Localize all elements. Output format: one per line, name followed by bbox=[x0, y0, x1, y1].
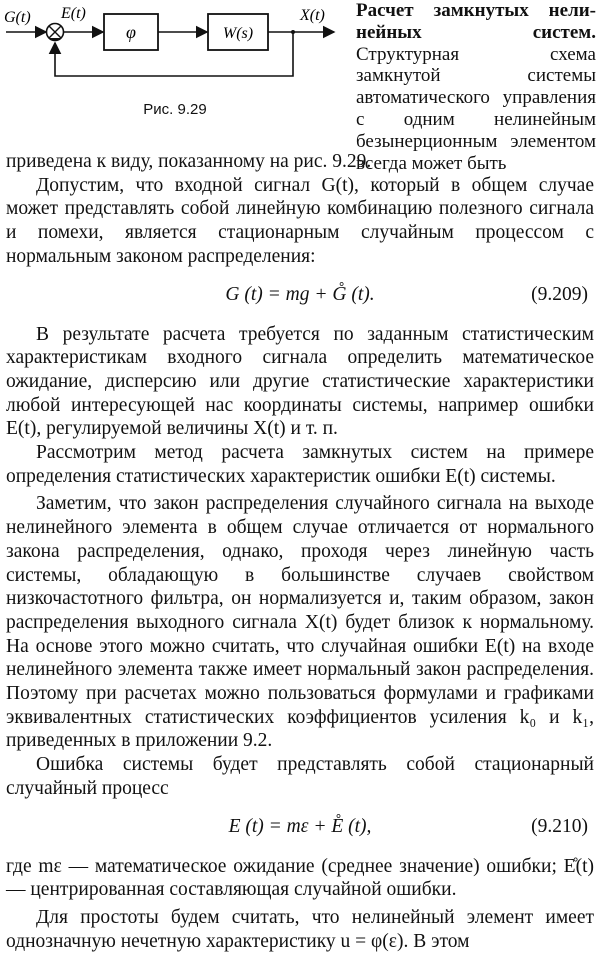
intro-text bbox=[356, 0, 596, 174]
paragraph-1: Допустим, что входной сигнал G(t), который в общем случае может представлять собой линейную комбинацию полезного сигнала и помехи, является стационарным случайным процессом с нормальным законом распределения: bbox=[6, 174, 594, 267]
equation-2-number: (9.210) bbox=[531, 815, 588, 837]
label-block1: φ bbox=[126, 22, 136, 42]
label-output: X(t) bbox=[300, 7, 325, 24]
paragraph-4: Заметим, что закон распределения случайного сигнала на выходе нелинейного элемента в общем случае отличается от нормального закона распределения, однако, проходя через линейную часть системы, обладающую в большинстве случаев свойством низкочастотного фильтра, он нормализуется и, таким образом, закон распределения выходного сигнала X(t) будет близок к нормальному. На основе этого можно считать, что случайная ошибки E(t) на входе нелинейного элемента также имеет нормальный закон распределения. Поэтому при расчетах можно пользоваться формулами и графиками эквивалентных статистических коэффициентов усиления k₀ и k₁, приведенных в приложении 9.2. bbox=[6, 493, 594, 752]
label-block2: W(s) bbox=[222, 25, 254, 42]
figure-caption: Рис. 9.29 bbox=[143, 101, 207, 118]
block-diagram bbox=[0, 0, 355, 150]
main-body bbox=[6, 150, 594, 953]
section-heading: Расчет замкнутых нели-нейных систем. bbox=[356, 0, 596, 43]
intro-body: Структурная схема замкнутой системы автоматического управления с одним нелинейным безынерционным элементом всегда может быть bbox=[356, 43, 596, 174]
paragraph-5: Ошибка системы будет представлять собой стационарный случайный процесс bbox=[6, 754, 594, 799]
equation-9-209 bbox=[6, 275, 594, 315]
paragraph-2: В результате расчета требуется по заданным статистическим характеристикам входного сигнала определить математическое ожидание, дисперсию или другие статистические характеристики любой интересующей нас координаты системы, например ошибки E(t), регулируемой величины X(t) и т. п. bbox=[6, 323, 594, 440]
label-error: E(t) bbox=[61, 5, 86, 22]
equation-1-number: (9.209) bbox=[531, 283, 588, 305]
paragraph-7: Для простоты будем считать, что нелинейный элемент имеет однозначную нечетную характеристику u = φ(ε). В этом bbox=[6, 906, 594, 952]
paragraph-6: где mε — математическое ожидание (среднее значение) ошибки; E̊(t) — центрированная составляющая случайной ошибки. bbox=[6, 855, 594, 901]
equation-2-text: E (t) = mε + E̊ (t), bbox=[228, 815, 372, 837]
equation-1-text: G (t) = mg + G̊ (t). bbox=[225, 283, 375, 305]
block-diagram-svg bbox=[0, 0, 355, 100]
label-input: G(t) bbox=[4, 9, 31, 26]
paragraph-3: Рассмотрим метод расчета замкнутых систем на примере определения статистических характеристик ошибки E(t) системы. bbox=[6, 442, 594, 487]
paragraph-0: приведена к виду, показанному на рис. 9.29. bbox=[6, 151, 372, 172]
equation-9-210 bbox=[6, 807, 594, 847]
